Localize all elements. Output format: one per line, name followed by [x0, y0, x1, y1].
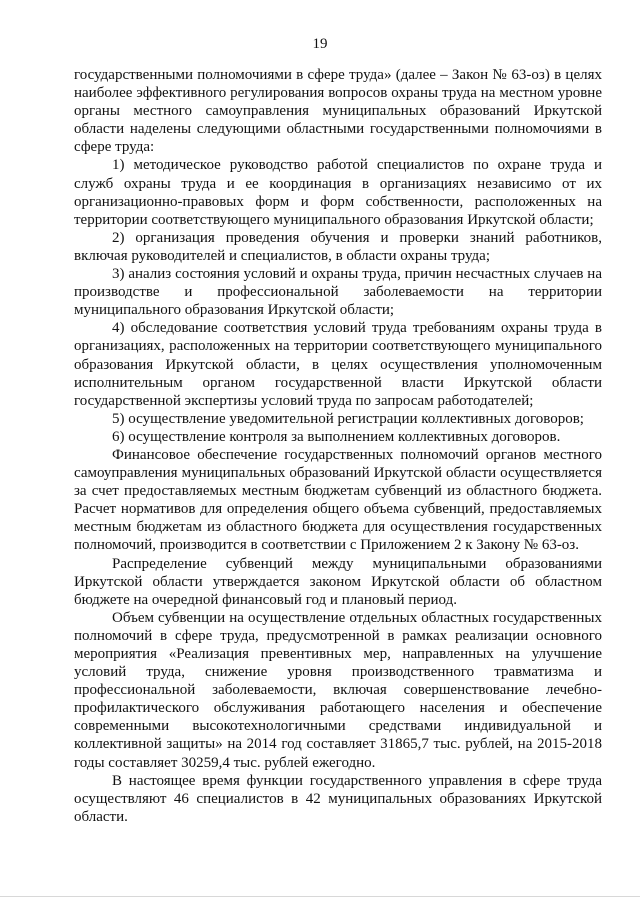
paragraph-distribution: Распределение субвенций между муниципальными образованиями Иркутской области утверждается законом Иркутской области об областном бюджете на очередной финансовый год и плановый период. [74, 555, 602, 608]
list-item-4: 4) обследование соответствия условий труда требованиям охраны труда в организациях, расположенных на территории соответствующего муниципального образования Иркутской области, в целях осуществления уполномоченным исполнительным органом государственной власти Иркутской области государственной экспертизы условий труда по запросам работодателей; [74, 320, 602, 409]
page-bottom-edge [0, 896, 640, 897]
paragraph-financing: Финансовое обеспечение государственных полномочий органов местного самоуправления муниципальных образований Иркутской области осуществляется за счет предоставляемых местным бюджетам субвенций из областного бюджета. Расчет нормативов для определения общего объема субвенций, предоставляемых местным бюджетам из областного бюджета для осуществления государственных полномочий, производится в соответствии с Приложением 2 к Закону № 63-оз. [74, 446, 602, 554]
list-item-3: 3) анализ состояния условий и охраны труда, причин несчастных случаев на производстве и профессиональной заболеваемости на территории муниципального образования Иркутской области; [74, 266, 602, 319]
paragraph-continuation: государственными полномочиями в сфере труда» (далее – Закон № 63-оз) в целях наиболее эффективного регулирования вопросов охраны труда на местном уровне органы местного самоуправления муниципальных образований Иркутской области наделены следующими областными государственными полномочиями в сфере труда: [74, 67, 602, 156]
list-item-6: 6) осуществление контроля за выполнением коллективных договоров. [112, 428, 561, 445]
list-item-5: 5) осуществление уведомительной регистрации коллективных договоров; [112, 410, 584, 427]
list-item-2: 2) организация проведения обучения и проверки знаний работников, включая руководителей и специалистов, в области охраны труда; [74, 229, 602, 264]
document-body [74, 66, 602, 826]
paragraph-current-staff: В настоящее время функции государственного управления в сфере труда осуществляют 46 специалистов в 42 муниципальных образованиях Иркутской области. [74, 772, 602, 825]
page-number: 19 [312, 36, 328, 52]
paragraph-subvention-volume: Объем субвенции на осуществление отдельных областных государственных полномочий в сфере труда, предусмотренной в рамках реализации основного мероприятия «Реализация превентивных мер, направленных на улучшение условий труда, снижение уровня производственного травматизма и профессиональной заболеваемости, включая совершенствование лечебно-профилактического обслуживания работающего населения и обеспечение современными высокотехнологичными средствами индивидуальной и коллективной защиты» на 2014 год составляет 31865,7 тыс. рублей, на 2015-2018 годы составляет 30259,4 тыс. рублей ежегодно. [74, 609, 602, 771]
list-item-1: 1) методическое руководство работой специалистов по охране труда и служб охраны труда и ее координация в организациях независимо от их организационно-правовых форм и форм собственности, расположенных на территории соответствующего муниципального образования Иркутской области; [74, 157, 602, 228]
